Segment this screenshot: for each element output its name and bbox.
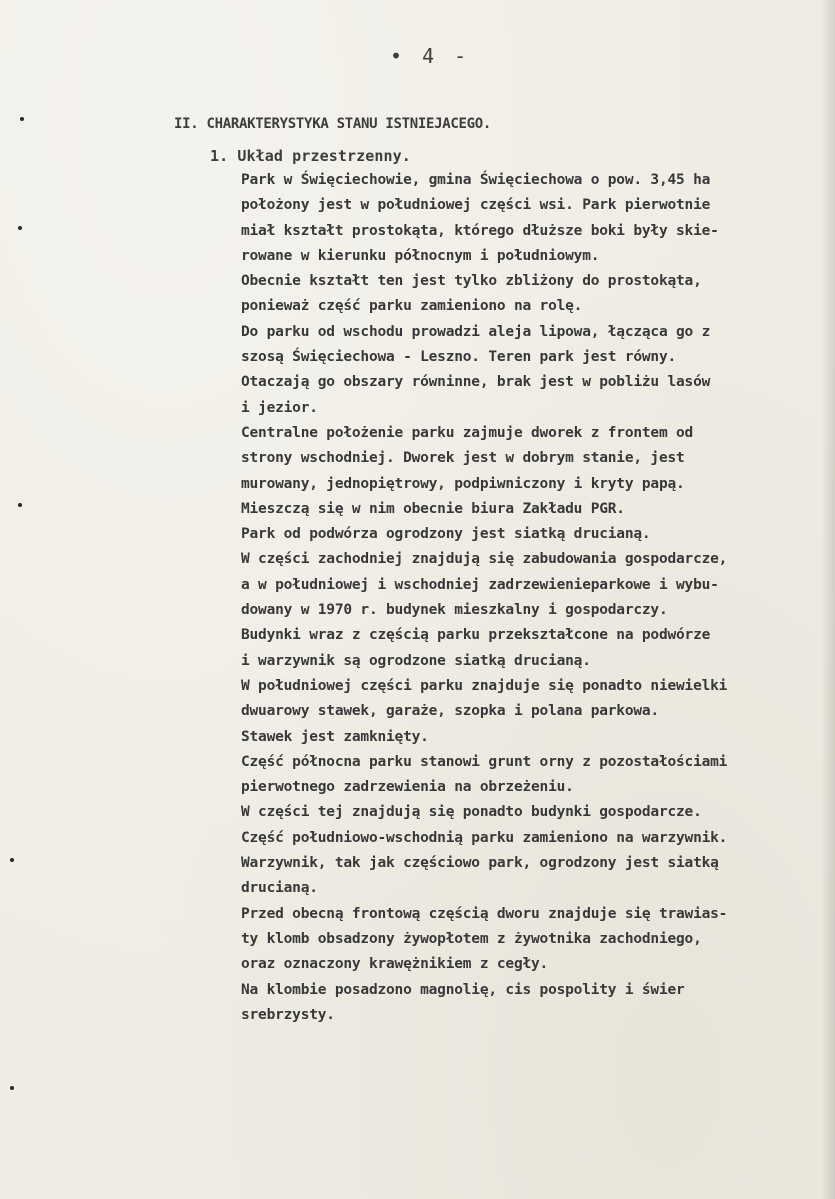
text-line: rowane w kierunku północnym i południowym. (241, 247, 600, 264)
text-line: i warzywnik są ogrodzone siatką drucianą. (241, 652, 591, 669)
text-line: Przed obecną frontową częścią dworu znajduje się trawias- (241, 905, 728, 922)
text-line: Park od podwórza ogrodzony jest siatką drucianą. (241, 526, 651, 543)
text-line: Część południowo-wschodnią parku zamieniono na warzywnik. (241, 829, 728, 846)
text-line: srebrzysty. (241, 1006, 335, 1023)
text-line: Obecnie kształt ten jest tylko zbliżony do prostokąta, (241, 273, 702, 290)
text-line: strony wschodniej. Dworek jest w dobrym stanie, jest (241, 450, 685, 467)
text-line: Do parku od wschodu prowadzi aleja lipowa, łącząca go z (241, 323, 711, 340)
text-line: Park w Święciechowie, gmina Święciechowa o pow. 3,45 ha (241, 172, 711, 188)
margin-dot (18, 226, 22, 230)
text-line: Część północna parku stanowi grunt orny z pozostałościami (241, 753, 728, 770)
subsection-heading: 1. Układ przestrzenny. (210, 147, 411, 165)
text-line: W części tej znajdują się ponadto budynki gospodarcze. (241, 804, 702, 821)
text-line: W południowej części parku znajduje się ponadto niewielki (241, 677, 728, 694)
section-heading: II. CHARAKTERYSTYKA STANU ISTNIEJACEGO. (174, 116, 492, 132)
text-line: Na klombie posadzono magnolię, cis pospolity i świer (241, 981, 685, 998)
body-text (241, 168, 727, 1028)
text-line: a w południowej i wschodniej zadrzewienieparkowe i wybu- (241, 576, 719, 593)
text-line: Stawek jest zamknięty. (241, 728, 429, 745)
page-edge-shadow (821, 0, 835, 1199)
text-line: szosą Święciechowa - Leszno. Teren park jest równy. (241, 349, 677, 366)
text-line: murowany, jednopiętrowy, podpiwniczony i kryty papą. (241, 475, 685, 492)
text-line: Mieszczą się w nim obecnie biura Zakładu PGR. (241, 500, 625, 517)
text-line: i jezior. (241, 399, 318, 416)
text-line: Centralne położenie parku zajmuje dworek z frontem od (241, 424, 694, 441)
text-line: miał kształt prostokąta, którego dłuższe boki były skie- (241, 222, 719, 239)
text-line: pierwotnego zadrzewienia na obrzeżeniu. (241, 779, 574, 796)
margin-dot (10, 1086, 14, 1090)
text-line: W części zachodniej znajdują się zabudowania gospodarcze, (241, 551, 728, 568)
text-line: ponieważ część parku zamieniono na rolę. (241, 298, 583, 315)
text-line: ty klomb obsadzony żywopłotem z żywotnika zachodniego, (241, 930, 702, 947)
margin-dot (20, 117, 24, 121)
margin-dot (18, 503, 22, 507)
text-line: Warzywnik, tak jak częściowo park, ogrodzony jest siatką (241, 855, 719, 872)
text-line: Otaczają go obszary równinne, brak jest w pobliżu lasów (241, 374, 711, 391)
text-line: dowany w 1970 r. budynek mieszkalny i gospodarczy. (241, 602, 668, 619)
text-line: Budynki wraz z częścią parku przekształcone na podwórze (241, 627, 711, 644)
text-line: dwuarowy stawek, garaże, szopka i polana parkowa. (241, 703, 659, 720)
text-line: drucianą. (241, 880, 318, 897)
text-line: oraz oznaczony krawężnikiem z cegły. (241, 956, 549, 973)
text-line: położony jest w południowej części wsi. Park pierwotnie (241, 197, 711, 214)
margin-dot (10, 858, 14, 862)
page-number: • 4 - (390, 44, 471, 68)
